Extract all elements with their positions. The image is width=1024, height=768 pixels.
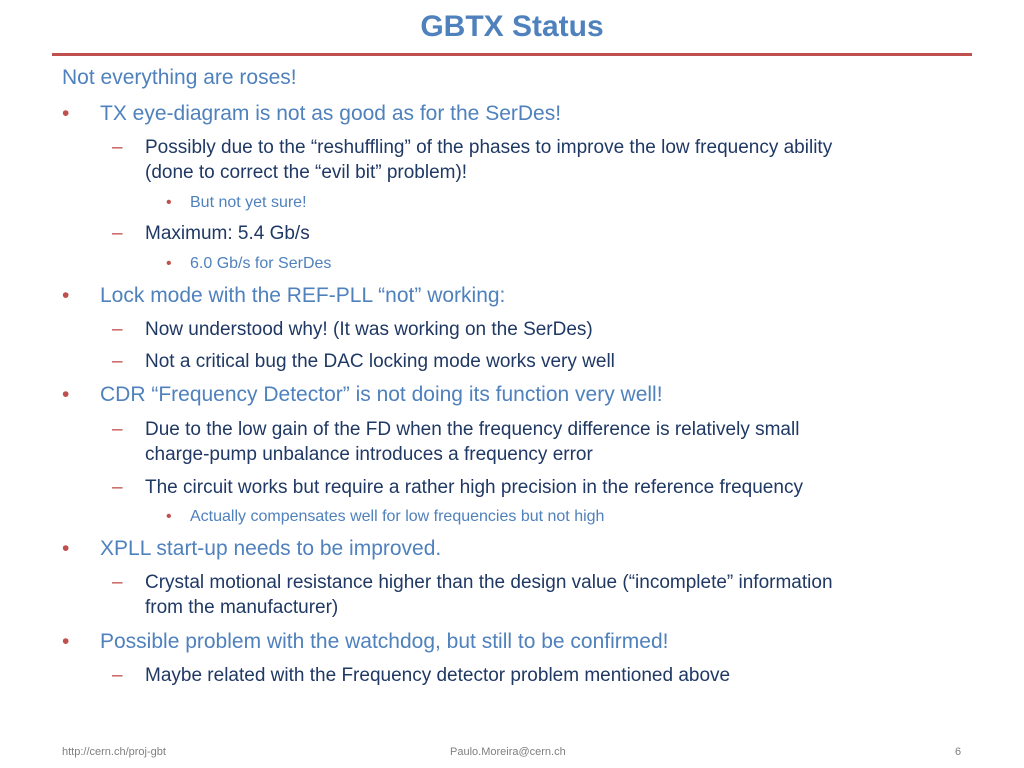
dash-icon: – [112,319,123,340]
bullet-icon: • [62,537,70,560]
dash-icon: – [112,419,123,440]
dash-icon: – [112,477,123,498]
dash-icon: – [112,137,123,158]
bullet-icon: • [62,102,70,125]
sub-sub-bullet-text: 6.0 Gb/s for SerDes [190,255,332,272]
bullet-icon: • [62,284,70,307]
bullet-icon: • [62,630,70,653]
footer-page-number: 6 [955,746,962,758]
bullet-text: TX eye-diagram is not as good as for the SerDes! [100,102,562,125]
sub-sub-bullet-text: But not yet sure! [190,194,307,211]
dash-icon: – [112,351,123,372]
bullet-icon: • [166,508,172,525]
bullet-icon: • [166,194,172,211]
sub-bullet-text: Crystal motional resistance higher than the design value (“incomplete” information [145,572,833,593]
sub-bullet-text: Not a critical bug the DAC locking mode works very well [145,351,615,372]
sub-bullet-text: Due to the low gain of the FD when the frequency difference is relatively small [145,419,800,440]
sub-bullet-continuation: charge-pump unbalance introduces a frequency error [145,444,593,465]
slide-title: GBTX Status [420,10,604,43]
intro-text: Not everything are roses! [62,66,297,89]
sub-bullet-continuation: (done to correct the “evil bit” problem)! [145,162,468,183]
dash-icon: – [112,223,123,244]
bullet-text: Possible problem with the watchdog, but still to be confirmed! [100,630,669,653]
sub-bullet-text: The circuit works but require a rather high precision in the reference frequency [145,477,803,498]
bullet-text: CDR “Frequency Detector” is not doing its function very well! [100,383,663,406]
footer-url: http://cern.ch/proj-gbt [62,746,166,758]
dash-icon: – [112,572,123,593]
sub-sub-bullet-text: Actually compensates well for low frequencies but not high [190,508,605,525]
bullet-text: XPLL start-up needs to be improved. [100,537,442,560]
footer-email: Paulo.Moreira@cern.ch [450,746,566,758]
title-divider [52,53,972,56]
sub-bullet-text: Now understood why! (It was working on the SerDes) [145,319,593,340]
bullet-icon: • [166,255,172,272]
sub-bullet-continuation: from the manufacturer) [145,597,339,618]
dash-icon: – [112,665,123,686]
sub-bullet-text: Maybe related with the Frequency detector problem mentioned above [145,665,731,686]
bullet-text: Lock mode with the REF-PLL “not” working: [100,284,506,307]
sub-bullet-text: Maximum: 5.4 Gb/s [145,223,310,244]
bullet-icon: • [62,383,70,406]
sub-bullet-text: Possibly due to the “reshuffling” of the phases to improve the low frequency ability [145,137,833,158]
